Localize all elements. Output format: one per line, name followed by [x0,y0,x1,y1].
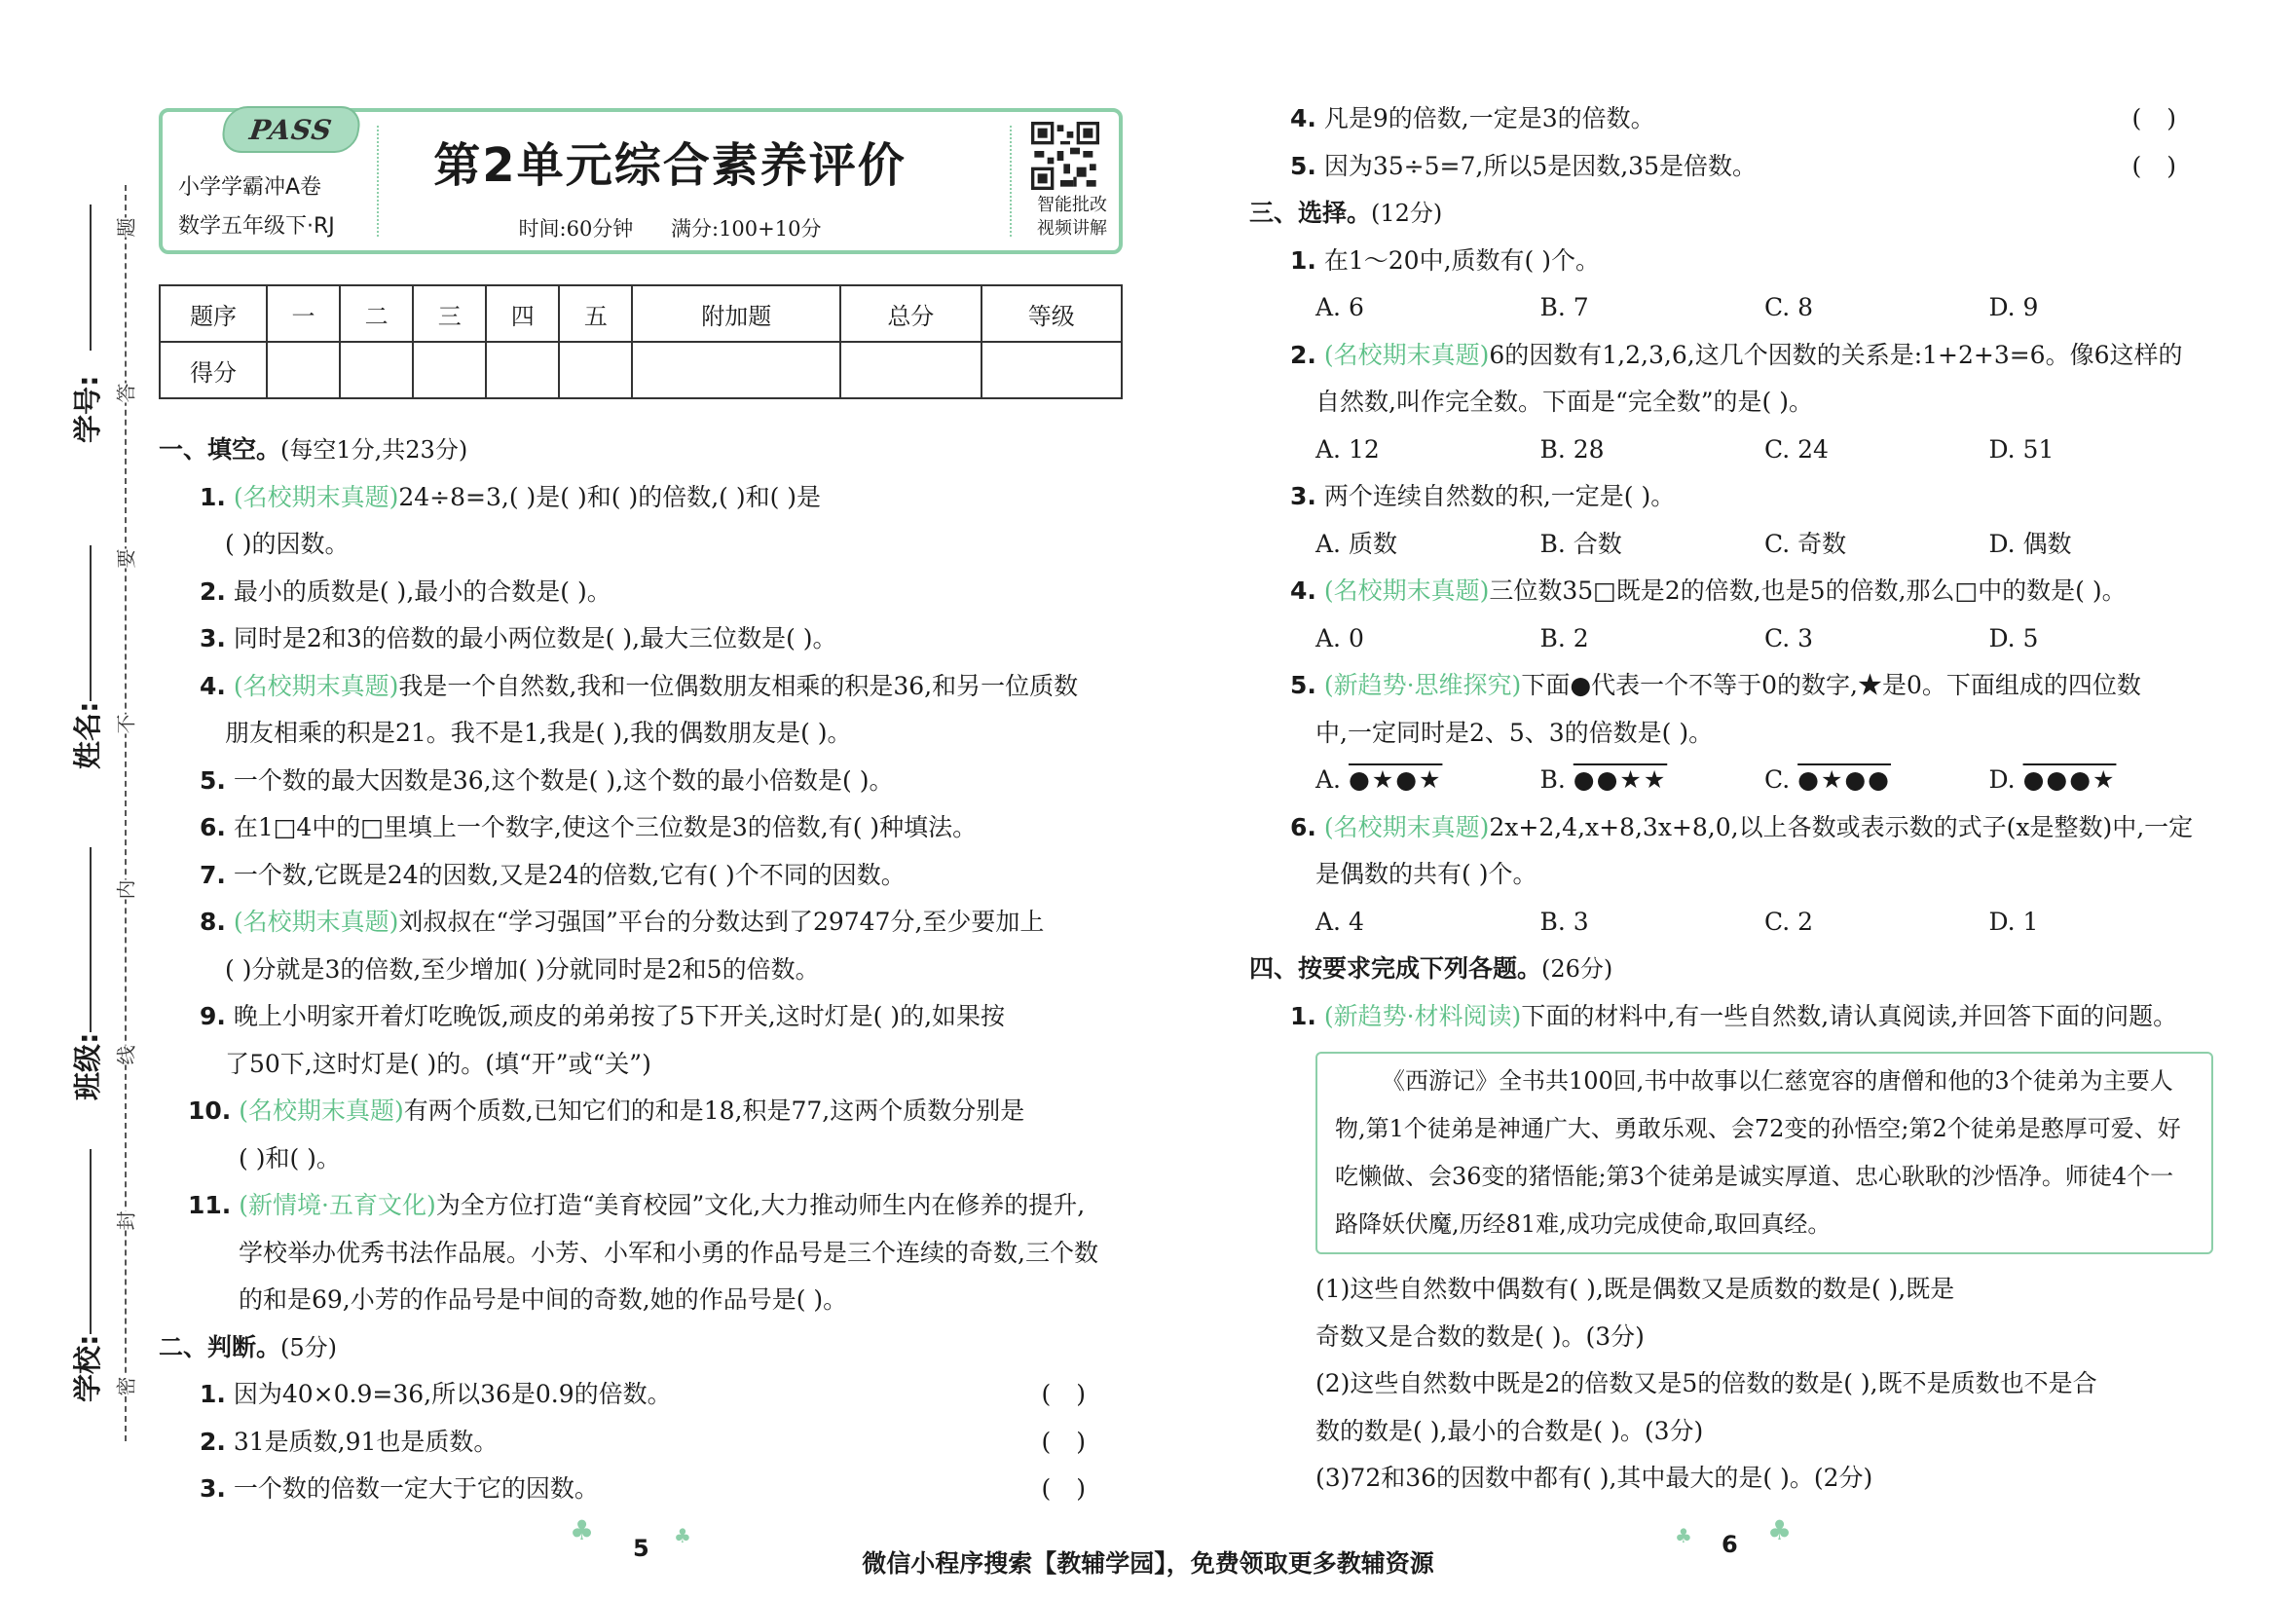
exam-info [396,213,944,242]
table-header-cell: 三 [413,285,486,342]
question-number: 7. [200,860,226,889]
qr-caption [1037,194,1107,241]
score-cell[interactable] [559,342,632,398]
table-header-cell: 一 [267,285,340,342]
choice-question [1249,332,2213,380]
question-text: 因为40×0.9=36,所以36是0.9的倍数。 [233,1380,672,1408]
question-number: 2. [200,1427,226,1456]
promo-banner: 微信小程序搜索【教辅学园】，免费领取更多教辅资源 [862,1549,1434,1578]
question-item [159,804,1123,852]
answer-bracket[interactable]: () [1041,1474,1111,1503]
answer-bracket[interactable]: () [1041,1380,1111,1408]
question-number: 11. [188,1191,232,1219]
choice-options [1249,284,2213,332]
option-symbols: ●★●● [1797,765,1891,794]
score-cell[interactable] [413,342,486,398]
sub-question-cont: 奇数又是合数的数是( )。(3分) [1315,1321,1645,1351]
section-note: (5分) [280,1333,338,1361]
option-d[interactable] [1989,757,2214,804]
question-tag: (新趋势·材料阅读) [1323,1001,1522,1030]
score-table-header-row [160,285,1122,342]
question-text-cont: ( )和( )。 [239,1143,341,1172]
question-text: 一个数,它既是24的因数,又是24的倍数,它有( )个不同的因数。 [233,860,906,889]
answer-bracket[interactable]: () [1041,1427,1111,1456]
option-c[interactable]: C. 24 [1764,434,1829,464]
question-text: 同时是2和3的倍数的最小两位数是( ),最大三位数是( )。 [233,624,837,652]
question-text: 一个数的倍数一定大于它的因数。 [233,1474,599,1503]
option-letter: C. [1764,765,1791,794]
score-cell[interactable] [632,342,840,398]
question-tag: (名校期末真题) [233,671,399,700]
judge-item [1249,95,2213,143]
score-table-row [160,342,1122,398]
question-number: 6. [1290,812,1316,841]
answer-bracket[interactable]: () [2131,151,2202,180]
sub-question: (3)72和36的因数中都有( ),其中最大的是( )。(2分) [1315,1464,1873,1492]
question-item [159,615,1123,663]
time-limit: 时间:60分钟 [518,217,634,241]
left-page-content [159,427,1123,1513]
seal-char: 要 [107,549,143,569]
question-text-cont: 学校举办优秀书法作品展。小芳、小军和小勇的作品号是三个连续的奇数,三个数 [239,1238,1098,1267]
question-text: 凡是9的倍数,一定是3的倍数。 [1323,104,1655,132]
section-title [159,1324,1123,1372]
right-page-content [1249,95,2213,1503]
table-header-cell: 题序 [160,285,267,342]
question-number: 6. [200,813,226,841]
question-item [159,569,1123,616]
option-a[interactable]: A. 0 [1315,623,1364,652]
question-text: 下面●代表一个不等于0的数字,★是0。下面组成的四位数 [1521,671,2141,699]
palm-icon: ♣ [570,1514,595,1546]
choice-question [1249,473,2213,521]
question-item [159,899,1123,947]
question-number: 5. [200,765,226,795]
option-letter: A. [1315,765,1342,794]
question-tag: (名校期末真题) [1323,812,1490,841]
table-header-cell: 二 [340,285,413,342]
qr-code-icon[interactable] [1031,122,1099,190]
section-note: (26分) [1541,955,1613,983]
question-number: 4. [1290,576,1316,605]
question-text-cont: 是偶数的共有( )个。 [1315,860,1537,888]
option-symbols: ●●●★ [2022,765,2117,794]
score-cell[interactable] [981,342,1122,398]
question-text: 刘叔叔在“学习强国”平台的分数达到了29747分,至少要加上 [398,908,1045,936]
seal-char: 内 [107,880,143,900]
option-b[interactable] [1540,757,1765,804]
page-title: 第2单元综合素养评价 [433,138,907,193]
option-letter: B. [1539,765,1566,794]
option-b[interactable]: B. 7 [1539,293,1589,321]
option-a[interactable]: A. 质数 [1315,529,1397,558]
full-score: 满分:100+10分 [671,217,822,241]
seal-char: 密 [107,1377,143,1396]
question-text: 24÷8=3,( )是( )和( )的倍数,( )和( )是 [398,482,822,511]
table-row-label: 得分 [160,342,267,398]
option-c[interactable]: C. 8 [1764,293,1814,321]
option-b[interactable]: B. 合数 [1539,529,1622,558]
question-text: 两个连续自然数的积,一定是( )。 [1323,482,1676,510]
question-text: 有两个质数,已知它们的和是18,积是77,这两个质数分别是 [403,1097,1025,1125]
score-cell[interactable] [267,342,340,398]
option-c[interactable] [1764,757,1989,804]
series-name: 小学学霸冲A卷 [178,175,322,200]
question-text: 一个数的最大因数是36,这个数是( ),这个数的最小倍数是( )。 [233,765,894,795]
question-text-cont: 中,一定同时是2、5、3的倍数是( )。 [1315,718,1714,747]
question-number: 1. [1290,1001,1316,1030]
option-c[interactable]: C. 奇数 [1764,529,1847,558]
question-number: 10. [188,1097,232,1125]
section-heading: 三、选择。 [1249,199,1372,227]
question-text: 因为35÷5=7,所以5是因数,35是倍数。 [1323,151,1757,180]
school-blank [90,1149,92,1334]
question-number: 2. [200,576,226,606]
name-blank [90,545,92,701]
question-tag: (名校期末真题) [239,1097,404,1125]
section-heading: 一、填空。 [159,435,281,464]
section-title [159,427,1123,474]
choice-options [1249,757,2213,804]
question-tag: (新情境·五育文化) [239,1191,436,1219]
question-number: 5. [1290,151,1316,180]
header-divider [1010,126,1012,237]
question-item [159,758,1123,805]
question-text: 为全方位打造“美育校园”文化,大力推动师生内在修养的提升, [435,1191,1086,1219]
option-d[interactable]: D. 5 [1988,623,2039,652]
score-cell[interactable] [486,342,559,398]
exam-header [159,108,1123,254]
question-text-cont: ( )的因数。 [225,530,350,558]
question-item [159,663,1123,711]
choice-question [1249,568,2213,615]
question-number: 2. [1290,340,1316,369]
judge-item [1249,143,2213,191]
option-d[interactable]: D. 偶数 [1988,529,2072,558]
qr-caption-line: 智能批改 [1037,195,1107,215]
sub-question: (2)这些自然数中既是2的倍数又是5的倍数的数是( ),既不是质数也不是合 [1315,1369,2097,1397]
question-item [159,474,1123,522]
question-text-cont: 了50下,这时灯是( )的。(填“开”或“关”) [225,1049,651,1078]
option-b[interactable]: B. 2 [1539,623,1589,652]
question-number: 4. [200,671,226,700]
question-item [159,993,1123,1041]
class-label: 班级: [71,1032,104,1100]
question-number: 8. [200,908,226,936]
choice-options [1249,427,2213,474]
option-a[interactable] [1315,757,1540,804]
section-title [1249,946,2213,993]
judge-item [159,1419,1123,1467]
question-number: 1. [200,482,226,511]
question-text: 在1□4中的□里填上一个数字,使这个三位数是3的倍数,有( )种填法。 [233,813,978,841]
judge-item [159,1466,1123,1513]
question-text-cont: 自然数,叫作完全数。下面是“完全数”的是( )。 [1315,388,1813,416]
page-number-right: 6 [1722,1531,1738,1558]
option-b[interactable]: B. 28 [1539,434,1605,464]
table-header-cell: 五 [559,285,632,342]
section-heading: 四、按要求完成下列各题。 [1249,954,1542,983]
table-header-cell: 等级 [981,285,1122,342]
question-number: 3. [1290,482,1316,510]
question-number: 9. [200,1002,226,1030]
choice-question [1249,662,2213,710]
question-text: 晚上小明家开着灯吃晚饭,顽皮的弟弟按了5下开关,这时灯是( )的,如果按 [233,1002,1006,1030]
question-tag: (名校期末真题) [233,482,399,511]
seal-line [125,185,127,1441]
question-text: 我是一个自然数,我和一位偶数朋友相乘的积是36,和另一位质数 [398,671,1079,700]
question-number: 1. [1290,245,1316,275]
qr-caption-line: 视频讲解 [1037,218,1107,239]
question-number: 4. [1290,104,1316,132]
section-heading: 二、判断。 [159,1332,281,1361]
question-text: 下面的材料中,有一些自然数,请认真阅读,并回答下面的问题。 [1521,1001,2178,1030]
score-table [159,284,1123,399]
table-header-cell: 总分 [840,285,981,342]
question-text: 三位数35□既是2的倍数,也是5的倍数,那么□中的数是( )。 [1489,576,2127,605]
question-item [159,852,1123,900]
score-cell[interactable] [840,342,981,398]
question-text-cont: 朋友相乘的积是21。我不是1,我是( ),我的偶数朋友是( )。 [225,719,852,747]
problem-item [1249,993,2213,1041]
section-note: (12分) [1371,200,1443,227]
choice-options [1249,615,2213,663]
grade-label: 数学五年级下·RJ [178,214,335,239]
option-b[interactable]: B. 3 [1539,907,1589,936]
option-c[interactable]: C. 3 [1764,623,1814,652]
seal-char: 答 [107,384,143,403]
option-a[interactable]: A. 4 [1315,907,1364,936]
seal-char: 题 [107,218,143,238]
student-id-label: 学号: [71,375,104,443]
option-symbols: ●★●★ [1348,765,1443,794]
seal-char: 封 [107,1211,143,1231]
question-number: 1. [200,1380,226,1408]
table-header-cell: 附加题 [632,285,840,342]
student-id-blank [90,205,92,351]
question-number: 3. [200,1474,226,1503]
header-divider [377,126,379,237]
answer-bracket[interactable]: () [2131,104,2202,132]
question-text: 6的因数有1,2,3,6,这几个因数的关系是:1+2+3=6。像6这样的 [1489,340,2183,369]
section-note: (每空1分,共23分) [280,436,468,464]
choice-options [1249,521,2213,569]
palm-icon: ♣ [1767,1514,1793,1546]
question-number: 3. [200,624,226,652]
option-a[interactable]: A. 12 [1315,434,1380,464]
palm-icon: ♣ [674,1524,691,1547]
question-tag: (新趋势·思维探究) [1323,671,1522,699]
sub-question: (1)这些自然数中偶数有( ),既是偶数又是质数的数是( ),既是 [1315,1275,1955,1303]
sub-question-cont: 数的数是( ),最小的合数是( )。(3分) [1315,1416,1704,1445]
page-number-left: 5 [633,1535,649,1562]
seal-char: 不 [107,715,143,734]
option-d[interactable]: D. 9 [1988,293,2039,321]
option-letter: D. [1988,765,2016,794]
question-tag: (名校期末真题) [1323,576,1490,605]
option-symbols: ●●★★ [1573,765,1668,794]
palm-icon: ♣ [1675,1524,1692,1547]
option-c[interactable]: C. 2 [1764,907,1814,936]
pass-logo: PASS [220,106,363,153]
question-text: 31是质数,91也是质数。 [233,1427,499,1456]
judge-item [159,1371,1123,1419]
question-tag: (名校期末真题) [233,908,399,936]
question-text-cont: ( )分就是3的倍数,至少增加( )分就同时是2和5的倍数。 [225,954,820,984]
question-item [159,1182,1123,1230]
question-tag: (名校期末真题) [1323,340,1490,369]
question-text: 2x+2,4,x+8,3x+8,0,以上各数或表示数的式子(x是整数)中,一定 [1489,812,2194,841]
option-d[interactable]: D. 51 [1988,434,2055,464]
choice-options [1249,899,2213,947]
name-label: 姓名: [71,701,104,769]
choice-question [1249,238,2213,285]
option-d[interactable]: D. 1 [1988,907,2039,936]
binding-margin [0,97,175,1480]
question-text-cont: 的和是69,小芳的作品号是中间的奇数,她的作品号是( )。 [239,1285,848,1314]
school-label: 学校: [71,1334,104,1402]
option-a[interactable]: A. 6 [1315,293,1364,321]
question-text: 在1～20中,质数有( )个。 [1323,245,1600,275]
table-header-cell: 四 [486,285,559,342]
question-number: 5. [1290,671,1316,699]
question-item [159,1088,1123,1135]
series-info [178,168,335,246]
question-text: 最小的质数是( ),最小的合数是( )。 [233,576,611,606]
reading-passage: 《西游记》全书共100回,书中故事以仁慈宽容的唐僧和他的3个徒弟为主要人物,第1个徒弟是神通广大、勇敢乐观、会72变的孙悟空;第2个徒弟是憨厚可爱、好吃懒做、会36变的猪悟能;第3个徒弟是诚实厚道、忠心耿耿的沙悟净。师徒4个一路降妖伏魔,历经81难,成功完成使命,取回真经。 [1315,1052,2213,1254]
section-title [1249,190,2213,238]
class-blank [90,847,92,1032]
score-cell[interactable] [340,342,413,398]
seal-char: 线 [107,1046,143,1065]
choice-question [1249,804,2213,852]
